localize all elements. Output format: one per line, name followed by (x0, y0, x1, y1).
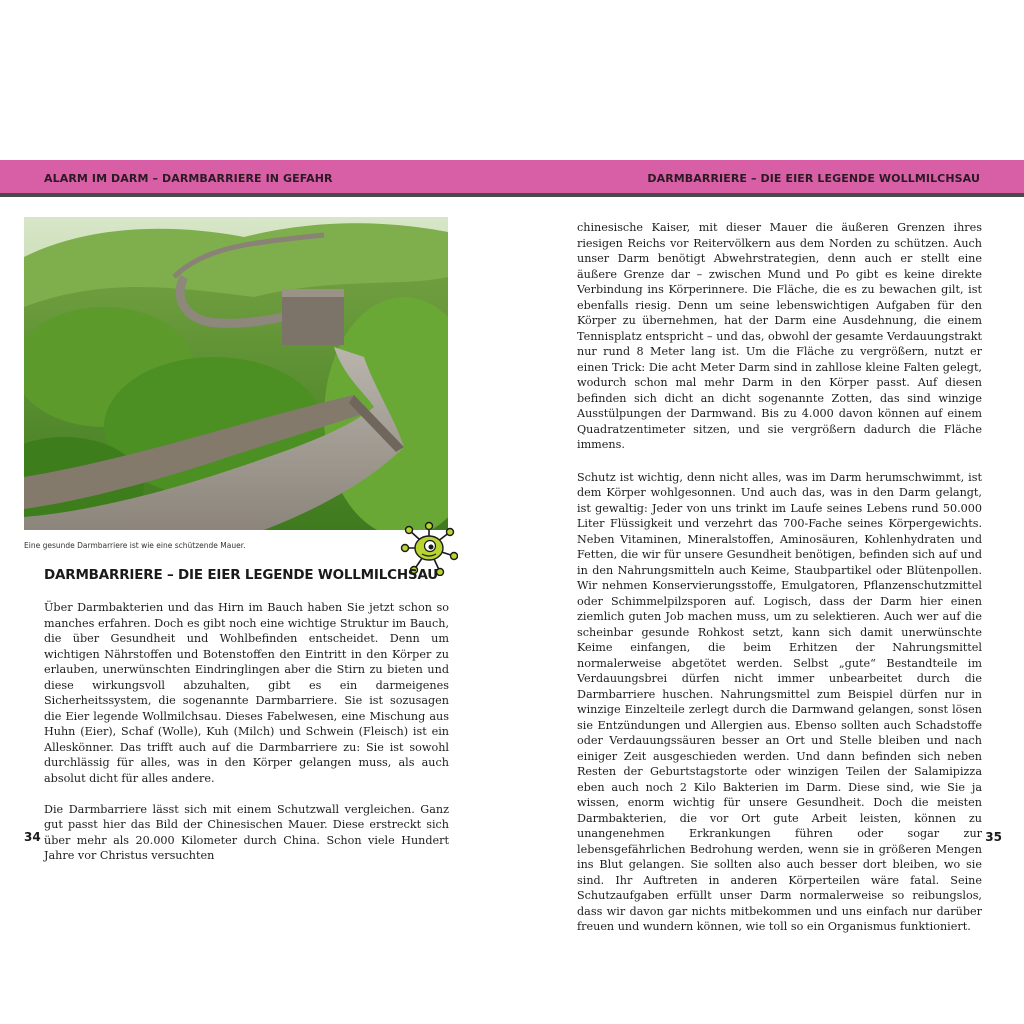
paragraph: Schutz ist wichtig, denn nicht alles, was im Darm herumschwimmt, ist dem Körper wohlgesonnen. Und auch das, was in den Darm gelangt, ist gewaltig: Jeder von uns trinkt im Laufe seines Lebens rund 50.000 Liter Flüssigkeit und verzehrt das 700-Fache seines Körpergewichts. Neben Vitaminen, Mineralstoffen, Aminosäuren, Kohlenhydraten und Fetten, die wir für unsere Gesundheit benötigen, befinden sich auf und in den Nahrungsmitteln auch Keime, Staubpartikel oder Blütenpollen. Wir nehmen Konservierungsstoffe, Emulgatoren, Pflanzenschutzmittel oder Schimmelpilzsporen auf. Logisch, dass der Darm hier einen ziemlich guten Job machen muss, um zu selektieren. Auch wer auf die scheinbar gesunde Rohkost setzt, kann sich damit unerwünschte Keime einfangen, die beim Erhitzen der Nahrungsmittel normalerweise abgetötet werden. Selbst „gute“ Bestandteile im Verdauungsbrei dürfen nicht immer unbearbeitet durch die Darmbarriere huschen. Nahrungsmittel zum Beispiel dürfen nur in winzige Einzelteile zerlegt durch die Darmwand gelangen, sonst lösen sie Entzündungen und Allergien aus. Ebenso sollten auch Schadstoffe oder Verdauungssäuren besser an Ort und Stelle bleiben und nach einiger Zeit ausgeschieden werden. Und dann befinden sich neben Resten der Geburtstagstorte oder winzigen Teilen der Salamipizza eben auch noch 2 Kilo Bakterien im Darm. Diese sind, wie Sie ja wissen, enorm wichtig für unsere Gesundheit. Doch die meisten Darmbakterien, die vor Ort gute Arbeit leisten, können zu unangenehmen Erkrankungen führen oder sogar zur lebensgefährlichen Bedrohung werden, wenn sie in größeren Mengen ins Blut gelangen. Sie sollten also auch besser dort bleiben, wo sie sind. Ihr Auftreten in anderen Körperteilen wäre fatal. Seine Schutzaufgaben erfüllt unser Darm normalerweise so reibungslos, dass wir davon gar nichts mitbekommen und uns einfach nur darüber freuen und wundern können, wie toll so ein Organismus funktioniert. (577, 470, 982, 933)
section-title: DARMBARRIERE – DIE EIER LEGENDE WOLLMILCHSAU (44, 567, 439, 583)
right-column-text (577, 220, 982, 935)
header-rule (0, 193, 1024, 197)
page-number-right: 35 (985, 830, 1002, 844)
photo-caption: Eine gesunde Darmbarriere ist wie eine schützende Mauer. (24, 541, 246, 550)
paragraph: chinesische Kaiser, mit dieser Mauer die äußeren Grenzen ihres riesigen Reichs vor Reitervölkern aus dem Norden zu schützen. Auch unser Darm benötigt Abwehrstrategien, denn auch er stellt eine äußere Grenze dar – zwischen Mund und Po gibt es keine direkte Verbindung ins Körperinnere. Die Fläche, die es zu bewachen gilt, ist ebenfalls riesig. Denn um seine lebenswichtigen Aufgaben für den Körper zu übernehmen, hat der Darm eine Ausdehnung, die einem Tennisplatz entspricht – und das, obwohl der gesamte Verdauungstrakt nur rund 8 Meter lang ist. Um die Fläche zu vergrößern, nutzt er einen Trick: Die acht Meter Darm sind in zahllose kleine Falten gelegt, wodurch schon mal mehr Darm in den Körper passt. Auf diesen befinden sich dicht an dicht sogenannte Zotten, das sind winzige Ausstülpungen der Darmwand. Bis zu 4.000 davon können auf einem Quadratzentimeter sitzen, und sie vergrößern dadurch die Fläche immens. (577, 221, 982, 451)
left-column-text (44, 600, 449, 864)
paragraph: Über Darmbakterien und das Hirn im Bauch haben Sie jetzt schon so manches erfahren. Doch es gibt noch eine wichtige Struktur im Bauch, die über Gesundheit und Wohlbefinden entscheidet. Denn um wichtigen Nährstoffen und Botenstoffen den Eintritt in den Körper zu erlauben, unerwünschten Eindringlingen aber die Stirn zu bieten und diese wirkungsvoll abzuhalten, gibt es ein darmeigenes Sicherheitssystem, die sogenannte Darmbarriere. Sie ist sozusagen die Eier legende Wollmilchsau. Dieses Fabelwesen, eine Mischung aus Huhn (Eier), Schaf (Wolle), Kuh (Milch) und Schwein (Fleisch) ist ein Alleskönner. Das trifft auch auf die Darmbarriere zu: Sie ist sowohl durchlässig für alles, was in den Körper gelangen muss, als auch absolut dicht für alles andere. (44, 601, 449, 785)
paragraph: Die Darmbarriere lässt sich mit einem Schutzwall vergleichen. Ganz gut passt hier das Bild der Chinesischen Mauer. Diese erstreckt sich über mehr als 20.000 Kilometer durch China. Schon viele Hundert Jahre vor Christus versuchten (44, 802, 449, 862)
page-number-left: 34 (24, 830, 41, 844)
running-header-left: ALARM IM DARM – DARMBARRIERE IN GEFAHR (44, 172, 333, 185)
great-wall-photo (24, 217, 448, 530)
running-header-right: DARMBARRIERE – DIE EIER LEGENDE WOLLMILCHSAU (647, 172, 980, 185)
